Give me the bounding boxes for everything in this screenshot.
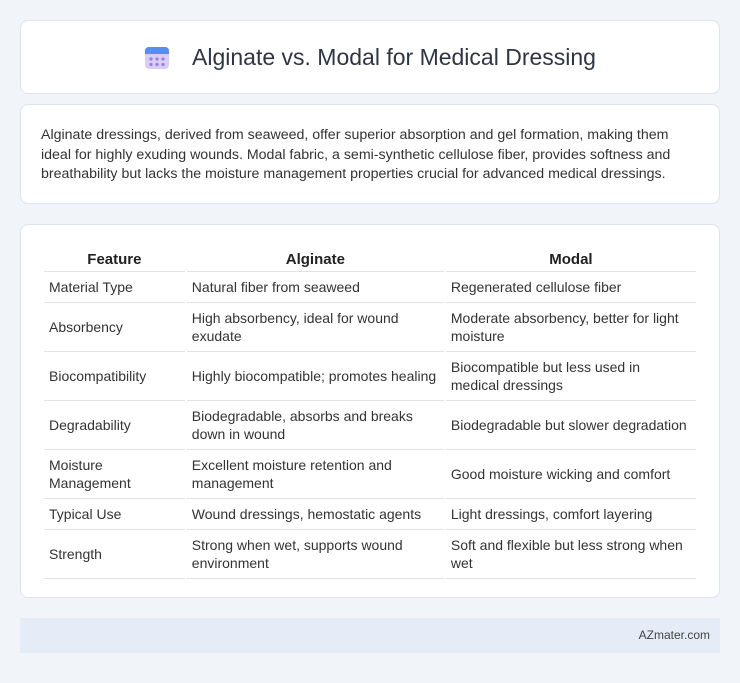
column-header-modal: Modal bbox=[446, 245, 696, 272]
modal-cell: Moderate absorbency, better for light moisture bbox=[446, 303, 696, 352]
feature-cell: Typical Use bbox=[44, 499, 185, 530]
footer bbox=[20, 618, 720, 653]
table-row bbox=[44, 450, 696, 499]
column-header-feature: Feature bbox=[44, 245, 185, 272]
modal-cell: Light dressings, comfort layering bbox=[446, 499, 696, 530]
table-row bbox=[44, 499, 696, 530]
alginate-cell: Highly biocompatible; promotes healing bbox=[187, 352, 444, 401]
feature-cell: Material Type bbox=[44, 272, 185, 303]
comparison-table bbox=[42, 245, 698, 579]
title-card bbox=[20, 20, 720, 94]
modal-cell: Regenerated cellulose fiber bbox=[446, 272, 696, 303]
intro-card bbox=[20, 104, 720, 204]
alginate-cell: Wound dressings, hemostatic agents bbox=[187, 499, 444, 530]
footer-brand-link[interactable]: AZmater.com bbox=[638, 628, 710, 642]
alginate-cell: Natural fiber from seaweed bbox=[187, 272, 444, 303]
alginate-cell: Biodegradable, absorbs and breaks down in wound bbox=[187, 401, 444, 450]
feature-cell: Strength bbox=[44, 530, 185, 579]
table-row bbox=[44, 352, 696, 401]
comparison-card bbox=[20, 224, 720, 598]
feature-cell: Absorbency bbox=[44, 303, 185, 352]
column-header-alginate: Alginate bbox=[187, 245, 444, 272]
alginate-cell: Strong when wet, supports wound environment bbox=[187, 530, 444, 579]
page-title: Alginate vs. Modal for Medical Dressing bbox=[192, 43, 596, 70]
modal-cell: Biodegradable but slower degradation bbox=[446, 401, 696, 450]
alginate-cell: High absorbency, ideal for wound exudate bbox=[187, 303, 444, 352]
table-row bbox=[44, 530, 696, 579]
table-header-row bbox=[44, 245, 696, 272]
alginate-cell: Excellent moisture retention and management bbox=[187, 450, 444, 499]
feature-cell: Degradability bbox=[44, 401, 185, 450]
modal-cell: Biocompatible but less used in medical dressings bbox=[446, 352, 696, 401]
table-row bbox=[44, 303, 696, 352]
feature-cell: Moisture Management bbox=[44, 450, 185, 499]
feature-cell: Biocompatibility bbox=[44, 352, 185, 401]
modal-cell: Good moisture wicking and comfort bbox=[446, 450, 696, 499]
intro-paragraph: Alginate dressings, derived from seaweed, offer superior absorption and gel formation, making them ideal for highly exuding wounds. Modal fabric, a semi-synthetic cellulose fiber, provides softness and breathability but lacks the moisture management properties crucial for advanced medical dressings. bbox=[41, 127, 671, 182]
table-row bbox=[44, 272, 696, 303]
calendar-icon bbox=[144, 44, 170, 70]
table-row bbox=[44, 401, 696, 450]
modal-cell: Soft and flexible but less strong when wet bbox=[446, 530, 696, 579]
